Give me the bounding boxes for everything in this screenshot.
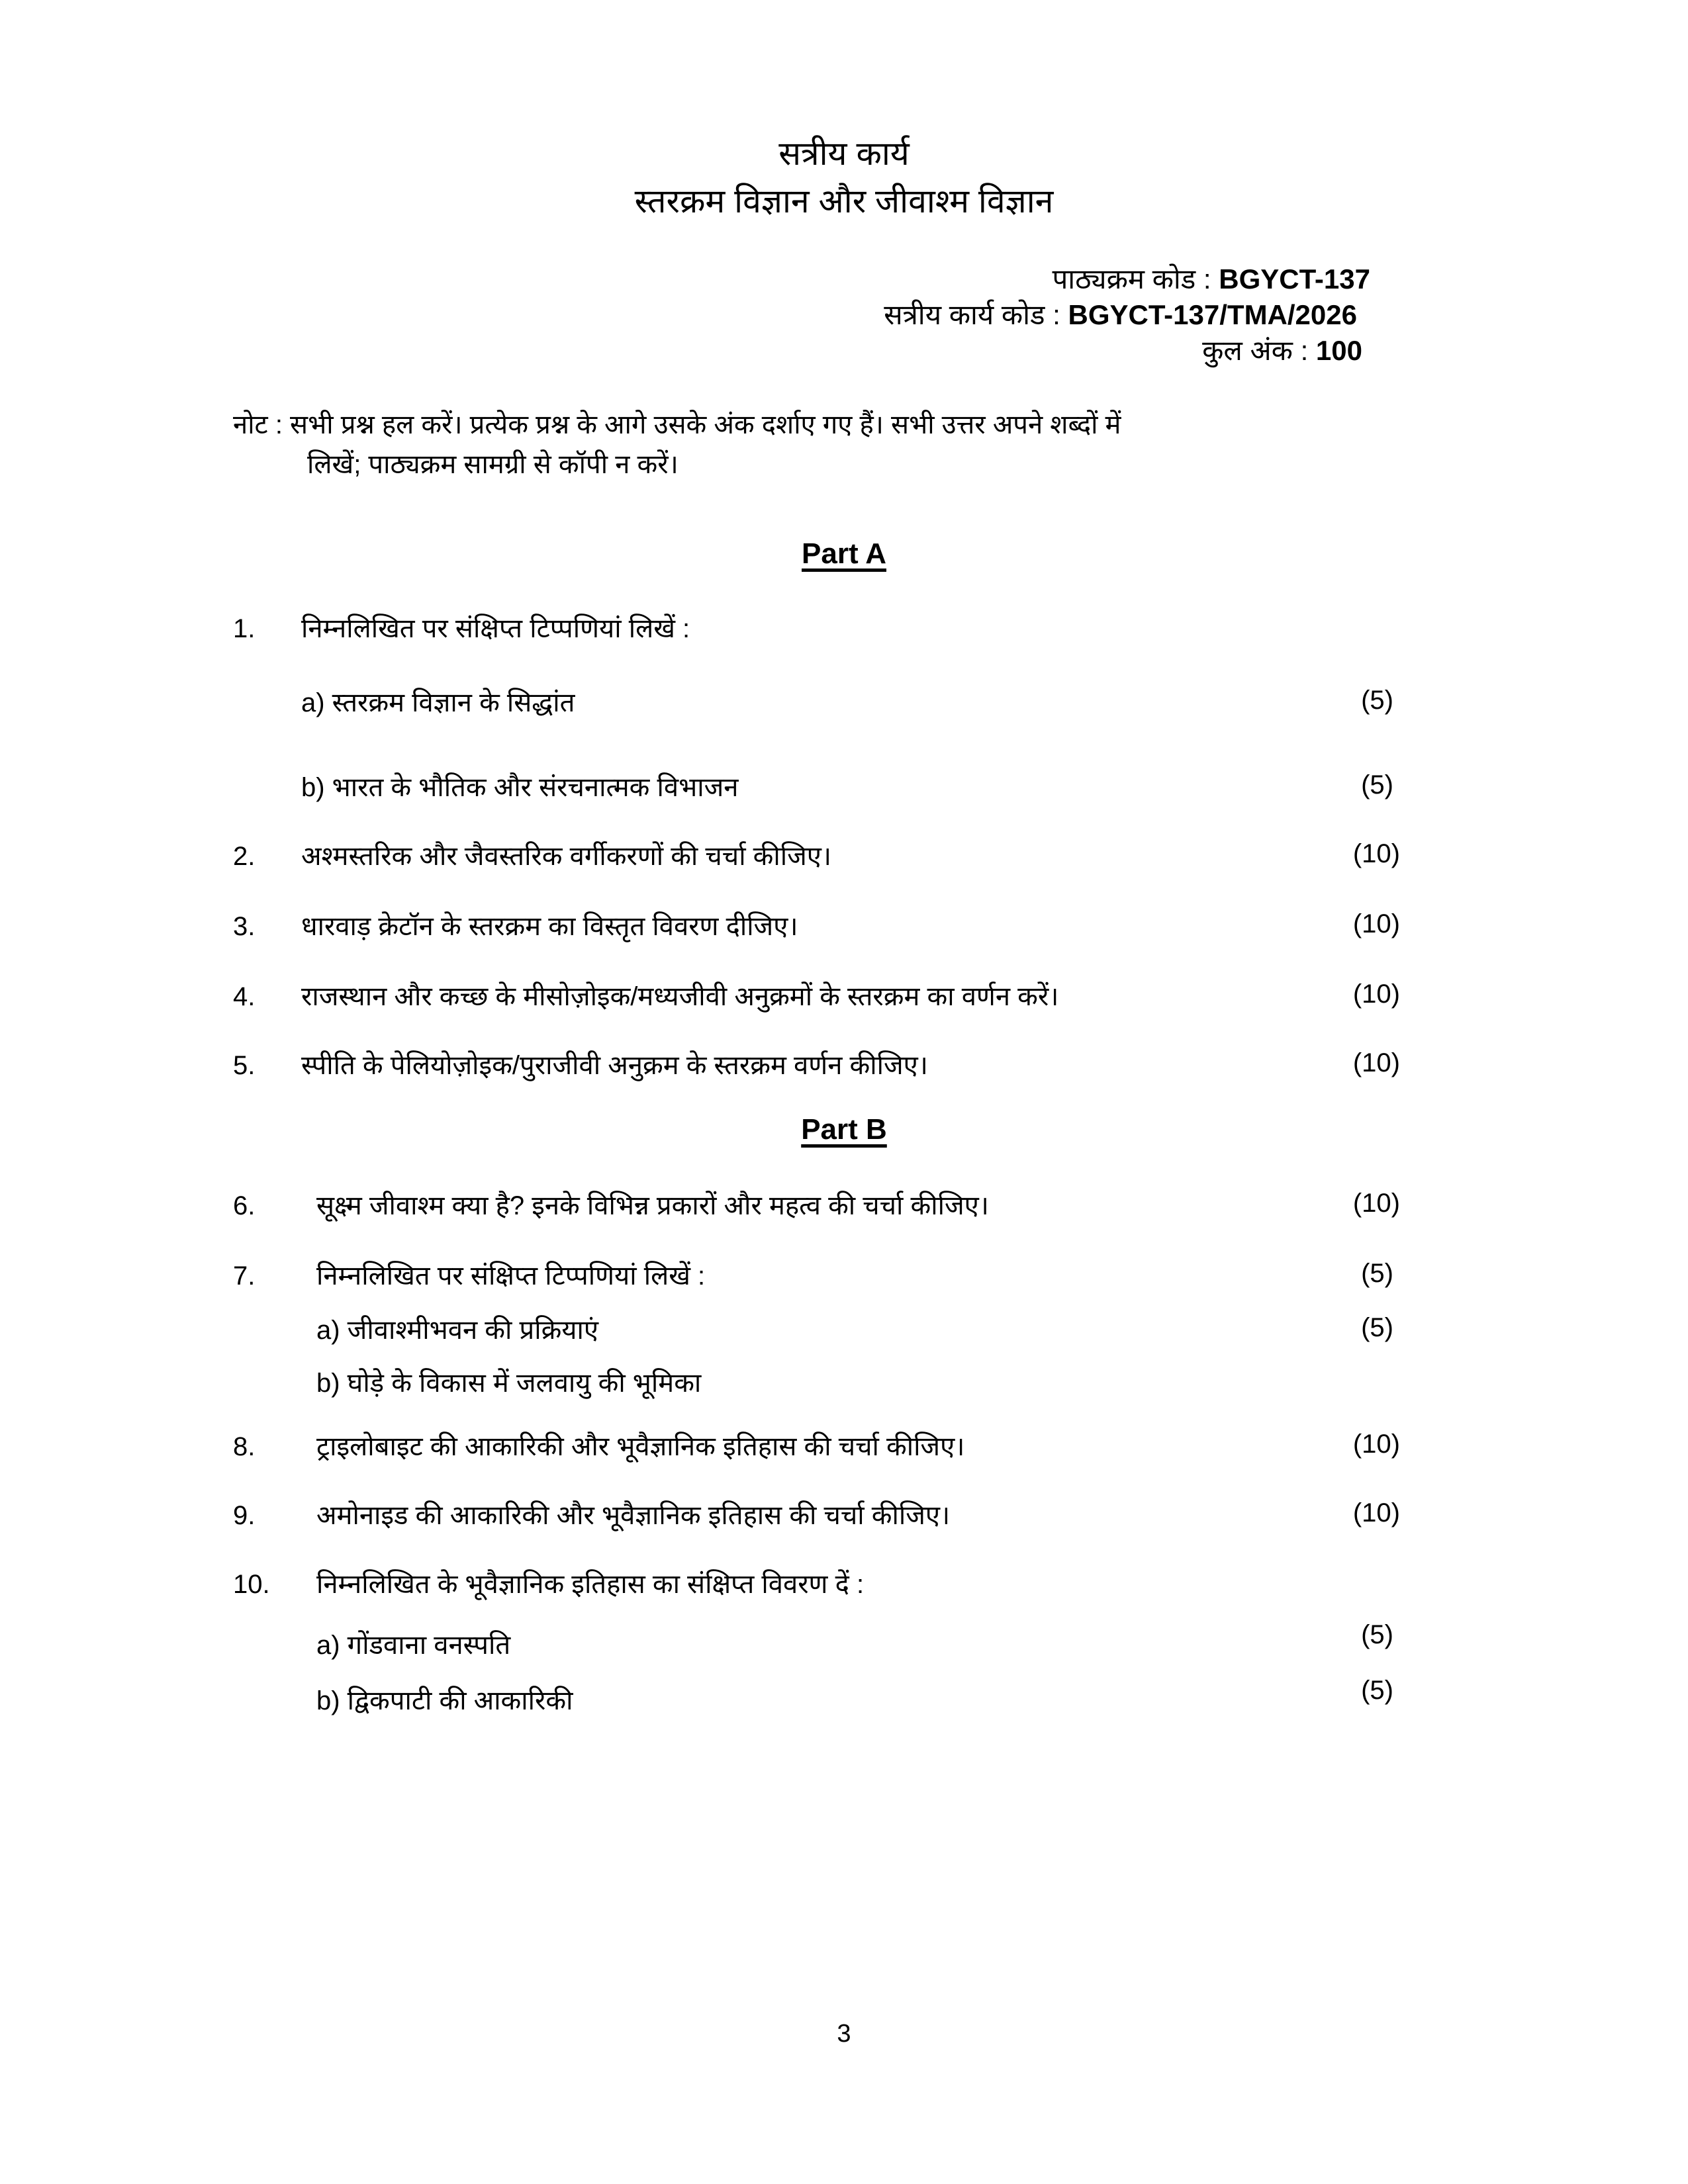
assignment-code-label: सत्रीय कार्य कोड :	[884, 299, 1060, 330]
question-number: 2.	[233, 842, 256, 871]
course-code: BGYCT-137	[1219, 263, 1370, 295]
marks: (10)	[1352, 1498, 1400, 1527]
question-number: 9.	[233, 1501, 256, 1530]
question-number: 8.	[233, 1432, 256, 1461]
subquestion-text: a) जीवाश्मीभवन की प्रक्रियाएं	[316, 1316, 598, 1345]
marks: (10)	[1352, 979, 1400, 1009]
page-number: 3	[837, 2020, 851, 2048]
marks: (5)	[1361, 1620, 1393, 1649]
instructions-note	[233, 405, 1411, 484]
question-number: 1.	[233, 614, 256, 643]
total-marks-label: कुल अंक :	[1202, 335, 1309, 366]
question-text: धारवाड़ क्रेटॉन के स्तरक्रम का विस्तृत विवरण दीजिए।	[301, 912, 798, 941]
marks: (5)	[1361, 1676, 1393, 1705]
question-text: स्पीति के पेलियोज़ोइक/पुराजीवी अनुक्रम के स्तरक्रम वर्णन कीजिए।	[301, 1051, 928, 1080]
question-number: 3.	[233, 912, 256, 941]
document-title: सत्रीय कार्य	[778, 135, 910, 172]
course-code-line	[1052, 259, 1370, 297]
question-text: राजस्थान और कच्छ के मीसोज़ोइक/मध्यजीवी अनुक्रमों के स्तरक्रम का वर्णन करें।	[301, 982, 1059, 1011]
subquestion-text: b) द्विकपाटी की आकारिकी	[316, 1686, 573, 1715]
course-code-label: पाठ्यक्रम कोड :	[1052, 263, 1211, 295]
question-text: निम्नलिखित पर संक्षिप्त टिप्पणियां लिखें :	[316, 1261, 706, 1291]
marks: (5)	[1361, 1259, 1393, 1288]
question-text: अमोनाइड की आकारिकी और भूवैज्ञानिक इतिहास की चर्चा कीजिए।	[316, 1501, 951, 1530]
document-subtitle: स्तरक्रम विज्ञान और जीवाश्म विज्ञान	[634, 183, 1054, 220]
total-marks: 100	[1315, 335, 1362, 366]
question-number: 6.	[233, 1191, 256, 1220]
question-text: ट्राइलोबाइट की आकारिकी और भूवैज्ञानिक इतिहास की चर्चा कीजिए।	[316, 1432, 965, 1461]
marks: (10)	[1352, 1430, 1400, 1459]
marks: (5)	[1361, 1313, 1393, 1342]
marks: (10)	[1352, 909, 1400, 938]
question-number: 10.	[233, 1570, 270, 1599]
assignment-code: BGYCT-137/TMA/2026	[1068, 299, 1357, 330]
subquestion-text: b) भारत के भौतिक और संरचनात्मक विभाजन	[301, 773, 739, 802]
part-a-heading: Part A	[802, 537, 886, 570]
question-number: 4.	[233, 982, 256, 1011]
note-line-2: लिखें; पाठ्यक्रम सामग्री से कॉपी न करें।	[307, 450, 679, 479]
subquestion-text: a) गोंडवाना वनस्पति	[316, 1631, 511, 1660]
marks: (5)	[1361, 686, 1393, 715]
question-text: सूक्ष्म जीवाश्म क्या है? इनके विभिन्न प्रकारों और महत्व की चर्चा कीजिए।	[316, 1191, 989, 1220]
assignment-code-line	[884, 295, 1357, 333]
question-number: 7.	[233, 1261, 256, 1291]
total-marks-line	[1202, 331, 1362, 369]
question-number: 5.	[233, 1051, 256, 1080]
note-line-1: नोट : सभी प्रश्न हल करें। प्रत्येक प्रश्न के आगे उसके अंक दर्शाए गए हैं। सभी उत्तर अपने शब्दों में	[233, 410, 1121, 439]
marks: (5)	[1361, 770, 1393, 799]
marks: (10)	[1352, 839, 1400, 868]
question-text: अश्मस्तरिक और जैवस्तरिक वर्गीकरणों की चर्चा कीजिए।	[301, 842, 832, 871]
subquestion-text: b) घोड़े के विकास में जलवायु की भूमिका	[316, 1369, 702, 1398]
question-text: निम्नलिखित पर संक्षिप्त टिप्पणियां लिखें :	[301, 614, 690, 643]
marks: (10)	[1352, 1189, 1400, 1218]
subquestion-text: a) स्तरक्रम विज्ञान के सिद्धांत	[301, 688, 575, 717]
question-text: निम्नलिखित के भूवैज्ञानिक इतिहास का संक्षिप्त विवरण दें :	[316, 1570, 865, 1599]
marks: (10)	[1352, 1048, 1400, 1077]
part-b-heading: Part B	[801, 1113, 887, 1146]
